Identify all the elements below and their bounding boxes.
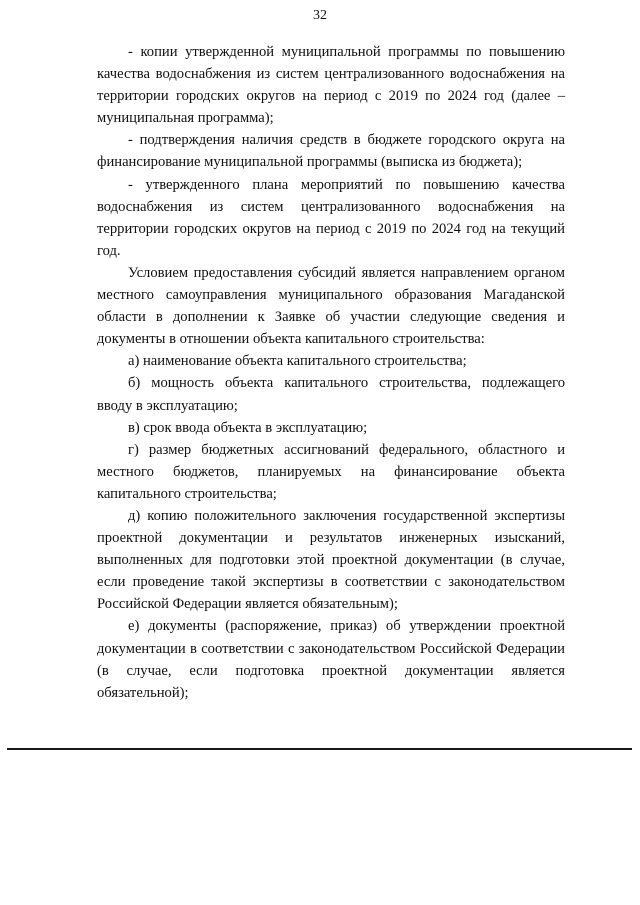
list-item-d: д) копию положительного заключения государственной экспертизы проектной документации и результатов инженерных изысканий, выполненных для подготовки этой проектной документации (в случае, если проведение такой экспертизы в соответствии с законодательством Российской Федерации является обязательным);: [97, 507, 565, 613]
paragraph-program-copy: - копии утвержденной муниципальной программы по повышению качества водоснабжения из систем централизованного водоснабжения на территории городских округов на период с 2019 по 2024 год (далее – муниципальная программа);: [97, 44, 565, 127]
paragraph-budget-confirmation: - подтверждения наличия средств в бюджете городского округа на финансирование муниципальной программы (выписка из бюджета);: [97, 132, 565, 171]
list-item-g: г) размер бюджетных ассигнований федерального, областного и местного бюджетов, планируемых на финансирование объекта капитального строительства;: [97, 441, 565, 502]
list-item-a: а) наименование объекта капитального строительства;: [128, 353, 467, 370]
paragraph-subsidy-condition: Условием предоставления субсидий является направлением органом местного самоуправления муниципального образования Магаданской области в дополнении к Заявке об участии следующие сведения и документы в отношении объекта капитального строительства:: [97, 264, 565, 348]
list-item-b: б) мощность объекта капитального строительства, подлежащего вводу в эксплуатацию;: [97, 375, 565, 414]
list-item-v: в) срок ввода объекта в эксплуатацию;: [128, 419, 368, 436]
document-body: [97, 41, 565, 704]
page-bottom-rule: [7, 748, 632, 750]
list-item-e: е) документы (распоряжение, приказ) об утверждении проектной документации в соответствии с законодательством Российской Федерации (в случае, если подготовка проектной документации является обязательной);: [97, 618, 565, 701]
paragraph-action-plan: - утвержденного плана мероприятий по повышению качества водоснабжения из систем централизованного водоснабжения на территории городских округов на период с 2019 по 2024 год на текущий год.: [97, 176, 565, 259]
page-number: 32: [313, 8, 327, 23]
